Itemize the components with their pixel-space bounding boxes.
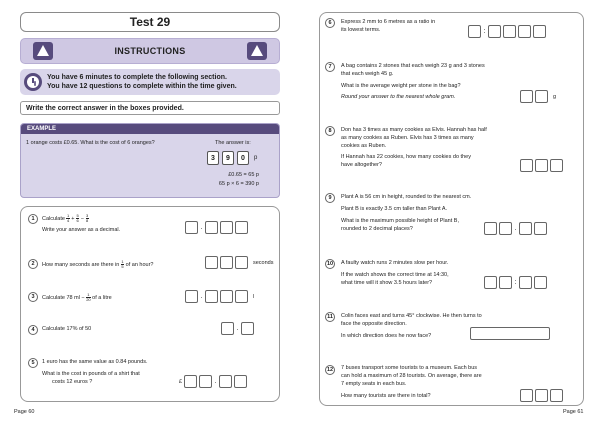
answer-boxes-q10 — [484, 276, 549, 289]
question-8-line-1: Don has 3 times as many cookies as Elvis. Hannah has half — [341, 127, 487, 133]
question-9-line-3: What is the maximum possible height of Plant B, — [341, 218, 459, 224]
answer-boxes-q5 — [179, 375, 249, 388]
answer-box[interactable] — [550, 389, 563, 402]
question-number: 5 — [28, 358, 38, 368]
answer-box[interactable] — [205, 290, 218, 303]
answer-boxes-q6 — [468, 25, 548, 38]
example-working-1: £0.65 = 65 p — [228, 172, 259, 178]
decimal-point: . — [236, 325, 239, 332]
answer-box[interactable] — [534, 276, 547, 289]
answer-box[interactable] — [534, 222, 547, 235]
answer-box[interactable] — [533, 25, 546, 38]
question-number: 6 — [325, 18, 335, 28]
answer-boxes-q1 — [185, 221, 250, 234]
example-panel — [20, 123, 280, 198]
test-title: Test 29 — [20, 12, 280, 32]
q1-prefix: Calculate — [42, 215, 65, 222]
question-5-line-2: What is the cost in pounds of a shirt that — [42, 371, 140, 377]
answer-box[interactable] — [519, 276, 532, 289]
instructions-bar — [20, 38, 280, 64]
answer-boxes-q7 — [520, 90, 556, 103]
example-working-2: 65 p × 6 = 390 p — [218, 181, 259, 187]
question-7-line-3: What is the average weight per stone in the bag? — [341, 83, 461, 89]
example-question: 1 orange costs £0.65. What is the cost of 6 oranges? — [26, 140, 155, 146]
questions-panel-left — [20, 206, 280, 402]
question-11-line-2: face the opposite direction. — [341, 321, 407, 327]
question-12-line-2: can hold a maximum of 28 tourists. On average, there are — [341, 373, 482, 379]
timer-line-1: You have 6 minutes to complete the following section. — [47, 74, 227, 81]
answer-boxes-q3 — [185, 290, 254, 303]
answer-box[interactable] — [535, 90, 548, 103]
answer-box[interactable] — [503, 25, 516, 38]
question-12-line-3: 7 empty seats in each bus. — [341, 381, 407, 387]
question-5-line-3: costs 12 euros ? — [52, 379, 93, 385]
question-7-line-2: that each weigh 45 g. — [341, 71, 394, 77]
answer-box[interactable] — [199, 375, 212, 388]
question-number: 11 — [325, 312, 335, 322]
answer-box[interactable] — [205, 221, 218, 234]
decimal-point: . — [200, 224, 203, 231]
question-number: 7 — [325, 62, 335, 72]
question-4-text: Calculate 17% of 50 — [42, 326, 92, 332]
decimal-point: . — [514, 225, 517, 232]
answer-boxes-q12 — [520, 389, 565, 402]
decimal-point: . — [214, 378, 217, 385]
question-number: 4 — [28, 325, 38, 335]
question-number: 10 — [326, 261, 334, 267]
answer-box[interactable] — [220, 221, 233, 234]
answer-field-q11[interactable] — [470, 327, 550, 340]
answer-boxes-q4 — [221, 322, 256, 335]
warning-triangle-icon — [33, 42, 53, 60]
answer-box[interactable] — [518, 25, 531, 38]
answer-box[interactable] — [220, 256, 233, 269]
fraction: $\frac{1}{4}$ — [66, 213, 70, 223]
question-11-line-1: Colin faces east and turns 45° clockwise. He then turns to — [341, 313, 482, 319]
unit-label: g — [553, 93, 557, 100]
fraction: $\frac{3}{8}$ — [86, 213, 89, 223]
unit-label: seconds — [253, 259, 274, 266]
answer-box[interactable] — [184, 375, 197, 388]
decimal-point: . — [200, 293, 203, 300]
example-unit: p — [254, 155, 258, 161]
answer-box[interactable] — [519, 222, 532, 235]
question-11-line-3: In which direction does he now face? — [341, 333, 432, 339]
answer-box[interactable] — [550, 159, 563, 172]
question-9-line-1: Plant A is 56 cm in height, rounded to the nearest cm. — [341, 194, 472, 200]
instructions-heading: INSTRUCTIONS — [114, 46, 186, 56]
answer-box[interactable] — [185, 221, 198, 234]
question-6-line-1: Express 2 mm to 6 metres as a ratio in — [341, 19, 436, 25]
page-number-right: Page 61 — [563, 409, 584, 415]
question-6-line-2: its lowest terms. — [341, 27, 381, 33]
question-12-line-1: 7 buses transport some tourists to a museum. Each bus — [341, 365, 478, 371]
answer-boxes-q2 — [205, 256, 274, 269]
question-1-instruction: Write your answer as a decimal. — [42, 227, 121, 233]
answer-box[interactable] — [220, 290, 233, 303]
example-answer-boxes — [207, 151, 257, 165]
question-10-line-3: what time will it show 3.5 hours later? — [341, 280, 433, 286]
question-9-line-2: Plant B is exactly 3.5 cm taller than Plant A. — [341, 206, 448, 212]
question-9-line-4: rounded to 2 decimal places? — [341, 226, 413, 232]
question-2-text: How many seconds are there in $\frac{1}{5}$ of an hour? — [42, 259, 154, 269]
time-colon: : — [514, 279, 517, 286]
question-10-line-1: A faulty watch runs 2 minutes slow per hour. — [341, 260, 449, 266]
answer-box[interactable] — [484, 222, 497, 235]
answer-box[interactable] — [520, 90, 533, 103]
answer-boxes-q8 — [520, 159, 565, 172]
example-heading: EXAMPLE — [21, 124, 279, 134]
unit-label: l — [253, 293, 255, 300]
answer-box[interactable] — [484, 276, 497, 289]
answer-box[interactable] — [499, 222, 512, 235]
answer-box[interactable] — [535, 389, 548, 402]
questions-panel-right — [319, 12, 584, 406]
answer-box[interactable] — [468, 25, 481, 38]
fraction: $\frac{1}{20}$ — [86, 292, 91, 302]
question-number: 12 — [326, 367, 334, 373]
question-number: 2 — [28, 259, 38, 269]
answer-box[interactable] — [499, 276, 512, 289]
warning-triangle-icon — [247, 42, 267, 60]
example-answer-digit: 3 — [207, 151, 219, 165]
answer-boxes-q9 — [484, 222, 549, 235]
question-5-line-1: 1 euro has the same value as 0.84 pounds. — [42, 359, 148, 365]
answer-box[interactable] — [185, 290, 198, 303]
page-number-left: Page 60 — [14, 409, 35, 415]
answer-box[interactable] — [235, 221, 248, 234]
question-8-line-2: as many cookies as Ruben. Elvis has 3 times as many — [341, 135, 474, 141]
question-8-line-5: have altogether? — [341, 162, 382, 168]
question-8-line-4: If Hannah has 22 cookies, how many cookies do they — [341, 154, 471, 160]
question-3-text: Calculate 78 ml − $\frac{1}{20}$ of a litre — [42, 292, 112, 302]
answer-box[interactable] — [520, 159, 533, 172]
answer-box[interactable] — [241, 322, 254, 335]
example-answer-digit: 9 — [222, 151, 234, 165]
question-8-line-3: cookies as Ruben. — [341, 143, 387, 149]
answer-box[interactable] — [234, 375, 247, 388]
answer-box[interactable] — [205, 256, 218, 269]
answer-box[interactable] — [235, 256, 248, 269]
question-7-line-4: Round your answer to the nearest whole gram. — [341, 94, 456, 100]
answer-box[interactable] — [221, 322, 234, 335]
question-12-line-4: How many tourists are there in total? — [341, 393, 431, 399]
question-number: 9 — [325, 193, 335, 203]
answer-box[interactable] — [535, 159, 548, 172]
answer-box[interactable] — [488, 25, 501, 38]
question-number: 3 — [28, 292, 38, 302]
write-instruction: Write the correct answer in the boxes provided. — [20, 101, 280, 115]
example-answer-label: The answer is: — [215, 140, 251, 146]
timer-line-2: You have 12 questions to complete within the time given. — [47, 83, 237, 90]
question-10-line-2: If the watch shows the correct time at 14:30, — [341, 272, 449, 278]
ratio-colon: : — [483, 28, 486, 35]
fraction: $\frac{5}{6}$ — [76, 213, 79, 223]
answer-box[interactable] — [219, 375, 232, 388]
answer-box[interactable] — [520, 389, 533, 402]
example-answer-digit: 0 — [237, 151, 249, 165]
question-number: 8 — [325, 126, 335, 136]
fraction: $\frac{1}{5}$ — [121, 259, 124, 269]
question-1-text: Calculate $\frac{1}{4}$ + $\frac{5}{6}$ − $\frac{3}{8}$ — [42, 213, 89, 223]
timer-bar — [20, 69, 280, 95]
currency-label: £ — [179, 378, 183, 385]
question-number: 1 — [28, 214, 38, 224]
clock-icon — [24, 73, 42, 91]
question-7-line-1: A bag contains 2 stones that each weigh 23 g and 3 stones — [341, 63, 485, 69]
answer-box[interactable] — [235, 290, 248, 303]
